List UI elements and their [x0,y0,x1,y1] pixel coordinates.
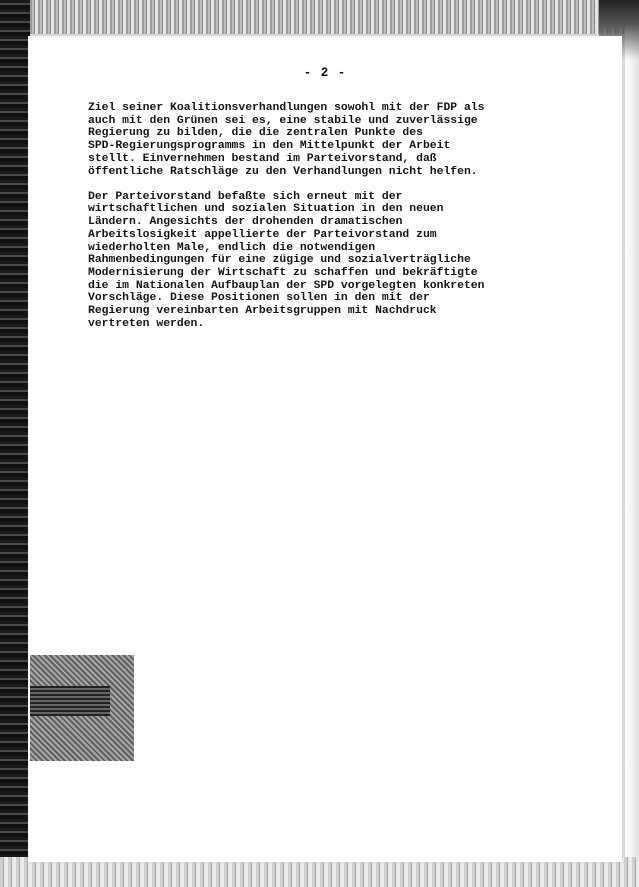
text-line: Vorschläge. Diese Positionen sollen in den mit der [88,292,430,305]
text-line: Regierung vereinbarten Arbeitsgruppen mit Nachdruck [88,305,437,318]
text-line: die im Nationalen Aufbauplan der SPD vorgelegten konkreten [88,279,485,292]
text-line: Arbeitslosigkeit appellierte der Parteivorstand zum [88,228,437,241]
text-line: Ländern. Angesichts der drohenden dramatischen [88,216,403,229]
scan-edge-top [0,0,639,34]
halftone-dark-band [30,686,110,716]
paragraph-2 [88,191,608,331]
text-line: vertreten werden. [88,317,205,330]
text-line: Rahmenbedingungen für eine zügige und sozialverträgliche [88,254,471,267]
text-line: Der Parteivorstand befaßte sich erneut mit der [88,190,403,203]
text-line: auch mit den Grünen sei es, eine stabile und zuverlässige [88,114,478,127]
scan-edge-right [625,0,639,887]
text-line: SPD-Regierungsprogramms in den Mittelpunkt der Arbeit [88,140,451,153]
text-line: wirtschaftlichen und sozialen Situation in den neuen [88,203,444,216]
paragraph-1 [88,102,608,178]
text-line: Ziel seiner Koalitionsverhandlungen sowohl mit der FDP als [88,102,485,114]
text-line: Regierung zu bilden, die die zentralen Punkte des [88,127,423,140]
text-line: wiederholten Male, endlich die notwendigen [88,241,376,254]
scan-edge-left [0,0,30,887]
page-number: - 2 - [303,66,347,80]
text-line: stellt. Einvernehmen bestand im Parteivorstand, daß [88,152,437,165]
document-body [88,102,608,343]
text-line: öffentliche Ratschläge zu den Verhandlungen nicht helfen. [88,165,478,178]
text-line: Modernisierung der Wirtschaft zu schaffen und bekräftigte [88,266,478,279]
